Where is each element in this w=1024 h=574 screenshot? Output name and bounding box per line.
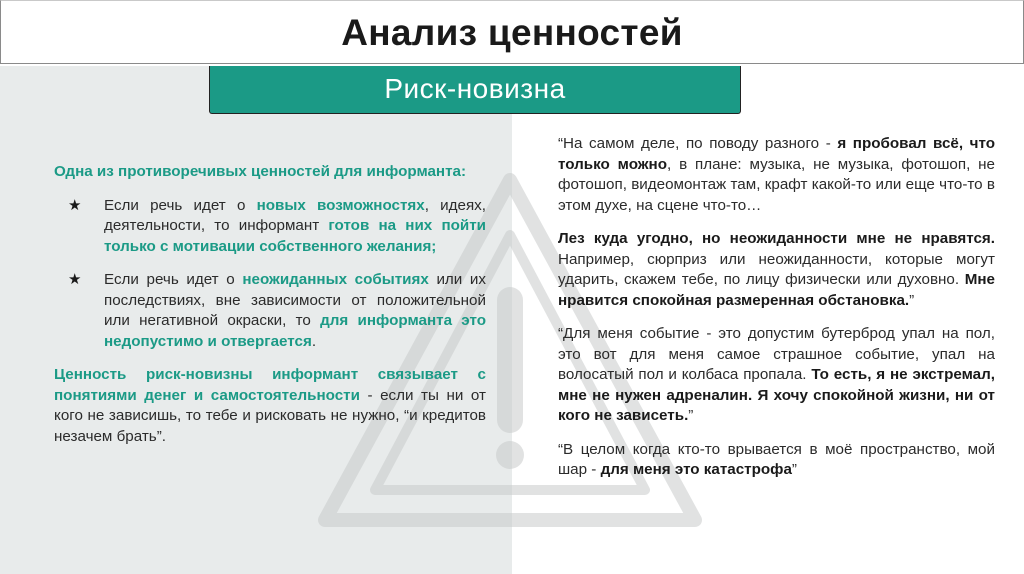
quote2-bold-1: Лез куда угодно, но неожиданности мне не нравятся. — [558, 230, 995, 247]
quote4-text-1: “В целом когда кто-то врывается в моё пространство, мой шар - — [558, 440, 995, 478]
quote4-text-2: ” — [791, 461, 797, 478]
quote3-text-1: “Для меня событие - это допустим бутерброд упал на пол, это вот для меня самое страшное событие, упал на волосатый пол и колбаса пропала. — [558, 325, 995, 383]
left-column — [54, 162, 486, 447]
closing-text: - если ты ни от кого не зависишь, то тебе и рисковать не нужно, “и кредитов незачем брать”. — [54, 386, 487, 445]
star-icon: ★ — [68, 271, 82, 288]
bullet1-bold-1: новых возможностях — [256, 196, 425, 214]
quote-2 — [558, 229, 995, 311]
bullet1-bold-2: готов на них пойти только с мотивации собственного желания; — [104, 217, 486, 255]
page-title: Анализ ценностей — [341, 12, 683, 53]
quote-4 — [558, 440, 995, 481]
quote-3 — [558, 324, 995, 427]
quote2-text-1: Например, сюрприз или неожиданности, которые могут ударить, скажем тебе, по лицу физически или духовно. — [558, 250, 995, 288]
closing-paragraph — [54, 365, 486, 447]
quote1-text-2: , в плане: музыка, не музыка, фотошоп, не фотошоп, видеомонтаж там, крафт какой-то или еще что-то в этом духе, на сцене что-то… — [558, 155, 995, 214]
bullet-item-unexpected-events — [54, 270, 486, 352]
bullet2-text-2: или их последствиях, вне зависимости от положительной или негативной окраски, то — [104, 271, 486, 329]
bullet2-bold-2: для информанта это недопустимо и отвергается — [104, 312, 486, 350]
quote1-text-1: “На самом деле, по поводу разного - — [558, 135, 838, 152]
bullet2-text-1: Если речь идет о — [104, 271, 243, 288]
quote2-bold-2: Мне нравится спокойная размеренная обстановка. — [558, 271, 995, 309]
quote2-text-2: ” — [909, 291, 915, 309]
right-column-quotes — [558, 134, 995, 494]
quote4-bold: для меня это катастрофа — [600, 461, 792, 478]
bullet-item-new-opportunities — [54, 196, 486, 258]
bullet2-bold-1: неожиданных событиях — [242, 271, 429, 288]
quote1-bold: я пробовал всё, что только можно — [558, 135, 995, 173]
star-icon: ★ — [68, 196, 82, 214]
subtitle-banner — [209, 66, 741, 114]
bullet2-text-3: . — [311, 332, 317, 350]
bullet1-text-2: , идеях, деятельности, то информант — [104, 196, 486, 234]
bullet1-text-1: Если речь идет о — [104, 196, 257, 214]
closing-bold: Ценность риск-новизны информант связывает с понятиями денег и самостоятельности — [54, 366, 486, 404]
subtitle-text: Риск-новизна — [384, 73, 566, 104]
quote3-text-2: ” — [688, 407, 694, 424]
intro-text: Одна из противоречивых ценностей для информанта: — [54, 163, 467, 180]
quote3-bold: То есть, я не экстремал, мне не нужен адреналин. Я хочу спокойной жизни, ни от кого не зависеть. — [558, 366, 995, 424]
title-bar — [0, 0, 1024, 64]
quote-1 — [558, 134, 995, 216]
